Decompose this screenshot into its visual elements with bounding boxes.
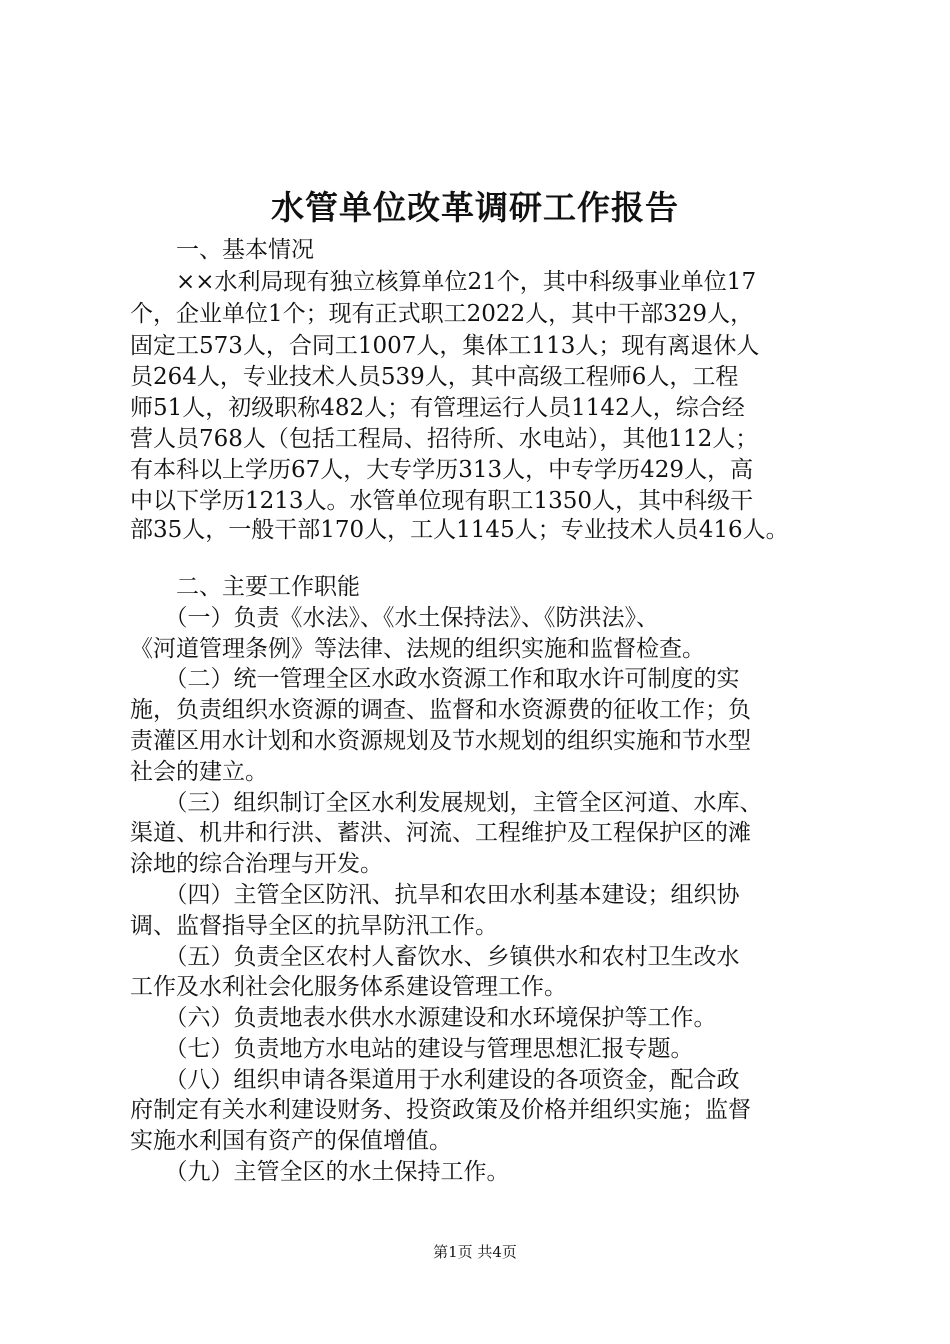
section-heading: 一、基本情况 (130, 237, 314, 263)
paragraph-line: 部35人，一般干部170人，工人1145人；专业技术人员416人。 (130, 517, 789, 543)
paragraph-line: 个，企业单位1个；现有正式职工2022人，其中干部329人， (130, 301, 754, 327)
paragraph-line: 责灌区用水计划和水资源规划及节水规划的组织实施和节水型 (130, 728, 751, 754)
paragraph-line: 实施水利国有资产的保值增值。 (130, 1128, 452, 1154)
paragraph-line: 施，负责组织水资源的调查、监督和水资源费的征收工作；负 (130, 697, 751, 723)
paragraph-line: （五）负责全区农村人畜饮水、乡镇供水和农村卫生改水 (130, 944, 740, 970)
paragraph-line: （二）统一管理全区水政水资源工作和取水许可制度的实 (130, 666, 740, 692)
paragraph-line: 渠道、机井和行洪、蓄洪、河流、工程维护及工程保护区的滩 (130, 820, 751, 846)
paragraph-line: （三）组织制订全区水利发展规划，主管全区河道、水库、 (130, 790, 763, 816)
paragraph-line: ××水利局现有独立核算单位21个，其中科级事业单位17 (130, 269, 757, 295)
document-title: 水管单位改革调研工作报告 (271, 188, 679, 227)
paragraph-line: （四）主管全区防汛、抗旱和农田水利基本建设；组织协 (130, 882, 740, 908)
paragraph-line: （九）主管全区的水土保持工作。 (130, 1159, 510, 1185)
paragraph-line: （七）负责地方水电站的建设与管理思想汇报专题。 (130, 1036, 694, 1062)
paragraph-line: 府制定有关水利建设财务、投资政策及价格并组织实施；监督 (130, 1097, 751, 1123)
paragraph-line: 固定工573人，合同工1007人，集体工113人；现有离退休人 (130, 333, 760, 359)
paragraph-line: 员264人，专业技术人员539人，其中高级工程师6人，工程 (130, 364, 739, 390)
page-number-footer: 第1页 共4页 (433, 1243, 517, 1261)
paragraph-line: 调、监督指导全区的抗旱防汛工作。 (130, 913, 498, 939)
paragraph-line: 涂地的综合治理与开发。 (130, 851, 383, 877)
paragraph-line: 中以下学历1213人。水管单位现有职工1350人，其中科级干 (130, 488, 754, 514)
section-heading: 二、主要工作职能 (130, 574, 360, 600)
paragraph-line: 社会的建立。 (130, 759, 268, 785)
paragraph-line: （六）负责地表水供水水源建设和水环境保护等工作。 (130, 1005, 717, 1031)
paragraph-line: 《河道管理条例》等法律、法规的组织实施和监督检查。 (130, 636, 705, 662)
paragraph-line: 工作及水利社会化服务体系建设管理工作。 (130, 974, 567, 1000)
paragraph-line: 师51人，初级职称482人；有管理运行人员1142人，综合经 (130, 395, 745, 421)
paragraph-line: 营人员768人（包括工程局、招待所、水电站），其他112人； (130, 426, 759, 452)
paragraph-line: （一）负责《水法》、《水土保持法》、《防洪法》、 (130, 605, 659, 631)
paragraph-line: （八）组织申请各渠道用于水利建设的各项资金，配合政 (130, 1067, 740, 1093)
paragraph-line: 有本科以上学历67人，大专学历313人，中专学历429人，高 (130, 457, 754, 483)
